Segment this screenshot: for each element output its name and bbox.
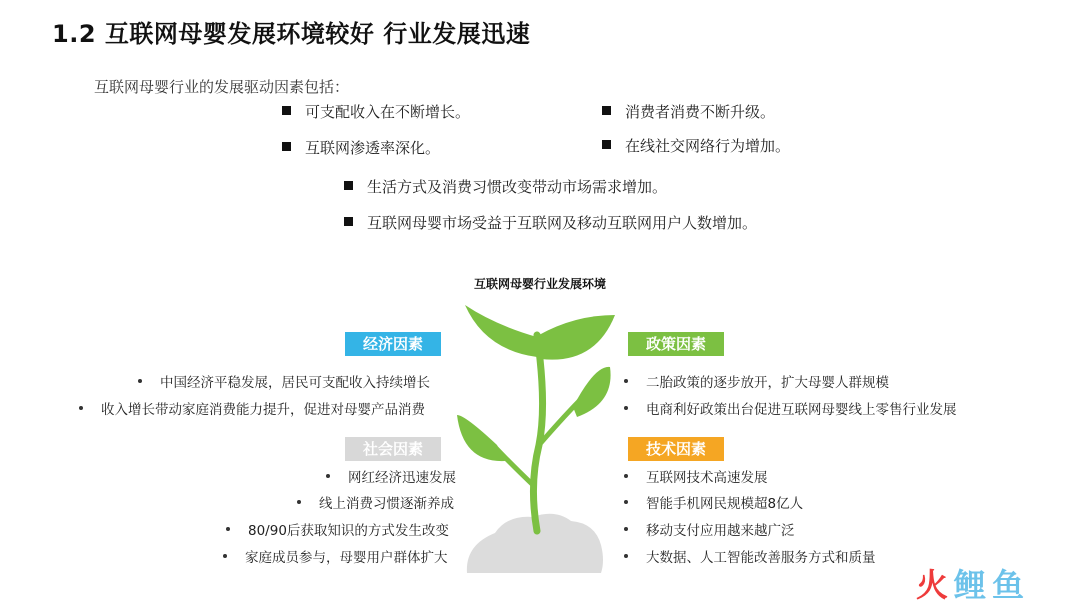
- square-bullet-icon: [344, 181, 353, 190]
- driver-item: 消费者消费不断升级。: [602, 101, 775, 122]
- bullet-dot-icon: [624, 474, 628, 478]
- bullet-dot-icon: [223, 554, 227, 558]
- social-item: 网红经济迅速发展: [326, 466, 456, 486]
- driver-item: 互联网母婴市场受益于互联网及移动互联网用户人数增加。: [344, 212, 757, 233]
- policy-item: 二胎政策的逐步放开，扩大母婴人群规模: [624, 371, 889, 391]
- bullet-dot-icon: [624, 554, 628, 558]
- watermark-logo: 火鲤鱼: [916, 566, 1031, 604]
- bullet-dot-icon: [79, 406, 83, 410]
- page-title: 1.2 互联网母婴发展环境较好 行业发展迅速: [52, 20, 531, 48]
- bullet-dot-icon: [226, 527, 230, 531]
- square-bullet-icon: [344, 217, 353, 226]
- intro-text: 互联网母婴行业的发展驱动因素包括：: [94, 78, 350, 96]
- sprout-plant-icon: [455, 295, 625, 580]
- square-bullet-icon: [282, 142, 291, 151]
- bullet-dot-icon: [138, 379, 142, 383]
- tech-item: 智能手机网民规模超8亿人: [624, 492, 803, 512]
- driver-item: 生活方式及消费习惯改变带动市场需求增加。: [344, 176, 667, 197]
- diagram-title: 互联网母婴行业发展环境: [473, 277, 606, 291]
- social-item: 家庭成员参与，母婴用户群体扩大: [223, 546, 448, 566]
- square-bullet-icon: [602, 140, 611, 149]
- bullet-dot-icon: [624, 527, 628, 531]
- tech-item: 大数据、人工智能改善服务方式和质量: [624, 546, 876, 566]
- driver-item: 互联网渗透率深化。: [282, 137, 440, 158]
- driver-item: 在线社交网络行为增加。: [602, 135, 790, 156]
- tech-item: 移动支付应用越来越广泛: [624, 519, 795, 539]
- social-factors-tag: 社会因素: [345, 437, 441, 461]
- policy-item: 电商利好政策出台促进互联网母婴线上零售行业发展: [624, 398, 957, 418]
- bullet-dot-icon: [297, 500, 301, 504]
- square-bullet-icon: [602, 106, 611, 115]
- bullet-dot-icon: [624, 500, 628, 504]
- social-item: 线上消费习惯逐渐养成: [297, 492, 454, 512]
- driver-item: 可支配收入在不断增长。: [282, 101, 470, 122]
- economic-factors-tag: 经济因素: [345, 332, 441, 356]
- square-bullet-icon: [282, 106, 291, 115]
- tech-factors-tag: 技术因素: [628, 437, 724, 461]
- economic-item: 中国经济平稳发展，居民可支配收入持续增长: [138, 371, 430, 391]
- bullet-dot-icon: [624, 406, 628, 410]
- bullet-dot-icon: [326, 474, 330, 478]
- policy-factors-tag: 政策因素: [628, 332, 724, 356]
- social-item: 80/90后获取知识的方式发生改变: [226, 519, 449, 539]
- bullet-dot-icon: [624, 379, 628, 383]
- tech-item: 互联网技术高速发展: [624, 466, 768, 486]
- economic-item: 收入增长带动家庭消费能力提升，促进对母婴产品消费: [79, 398, 425, 418]
